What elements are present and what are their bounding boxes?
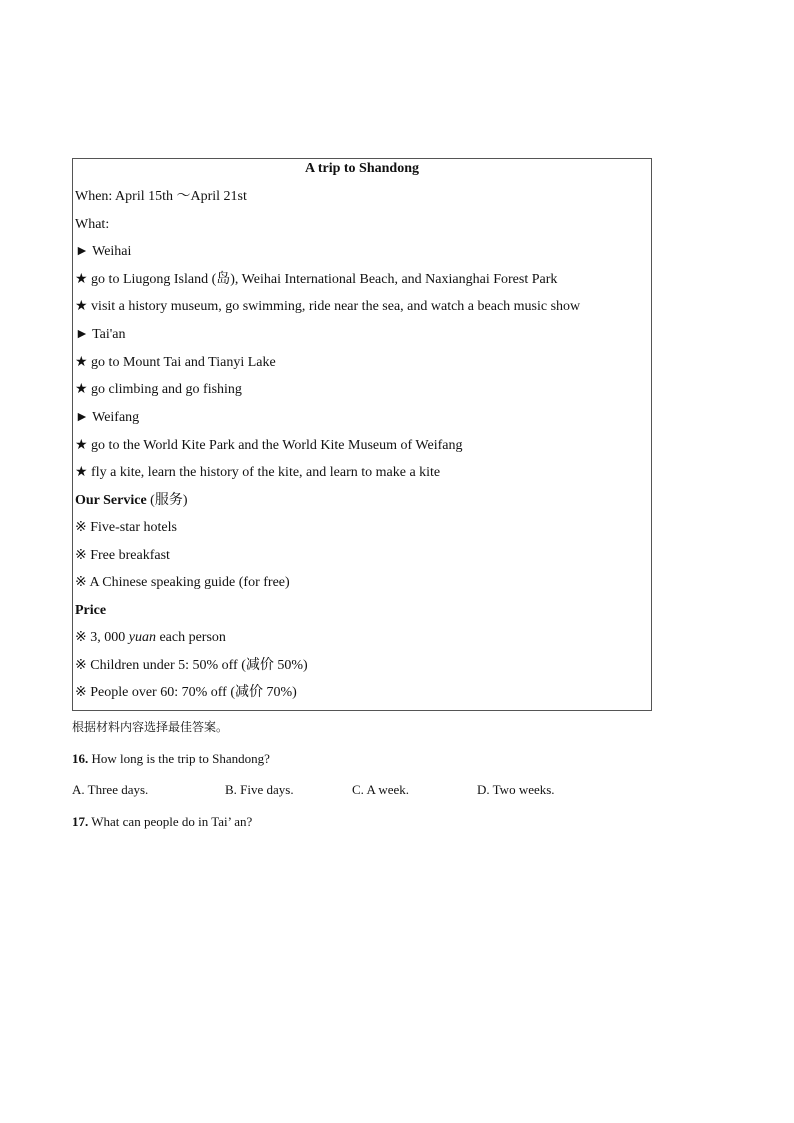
- taian-heading: ► Tai'an: [75, 327, 126, 342]
- price-seniors: ※ People over 60: 70% off (减价 70%): [75, 685, 297, 700]
- trip-title: A trip to Shandong: [305, 161, 419, 176]
- weifang-activities: ★ fly a kite, learn the history of the kite, and learn to make a kite: [75, 465, 441, 480]
- service-heading-text: Our Service: [75, 493, 147, 508]
- price-adult: [75, 628, 649, 648]
- service-hotels: ※ Five-star hotels: [75, 520, 177, 535]
- service-guide: ※ A Chinese speaking guide (for free): [75, 575, 290, 590]
- service-heading: [75, 491, 649, 511]
- instruction-text: 根据材料内容选择最佳答案。: [72, 720, 229, 734]
- question-16-text: How long is the trip to Shandong?: [88, 751, 270, 766]
- q16-option-c: C. A week.: [352, 782, 410, 797]
- question-17-number: 17.: [72, 814, 89, 829]
- price-adult-unit: yuan: [128, 630, 156, 645]
- question-16-number: 16.: [72, 751, 89, 766]
- q16-option-b: B. Five days.: [225, 782, 294, 797]
- q16-option-d: D. Two weeks.: [477, 782, 555, 797]
- question-17: [72, 813, 252, 831]
- price-heading: Price: [75, 603, 107, 618]
- q16-option-a: A. Three days.: [72, 782, 149, 797]
- question-16: [72, 750, 270, 768]
- weifang-heading: ► Weifang: [75, 410, 140, 425]
- weifang-places: ★ go to the World Kite Park and the World Kite Museum of Weifang: [75, 438, 463, 453]
- trip-info-box: [72, 158, 652, 711]
- price-adult-prefix: ※ 3, 000: [75, 630, 129, 645]
- taian-places: ★ go to Mount Tai and Tianyi Lake: [75, 355, 276, 370]
- taian-activities: ★ go climbing and go fishing: [75, 382, 242, 397]
- service-heading-cn: (服务): [146, 493, 188, 508]
- what-label: What:: [75, 217, 110, 232]
- price-children: ※ Children under 5: 50% off (减价 50%): [75, 658, 308, 673]
- weihai-activities: ★ visit a history museum, go swimming, ride near the sea, and watch a beach music show: [75, 299, 581, 314]
- question-17-text: What can people do in Tai’ an?: [88, 814, 253, 829]
- price-adult-suffix: each person: [155, 630, 226, 645]
- service-breakfast: ※ Free breakfast: [75, 548, 170, 563]
- weihai-places: ★ go to Liugong Island (岛), Weihai International Beach, and Naxianghai Forest Park: [75, 272, 558, 287]
- trip-dates: When: April 15th ～April 21st: [75, 189, 247, 204]
- weihai-heading: ► Weihai: [75, 244, 132, 259]
